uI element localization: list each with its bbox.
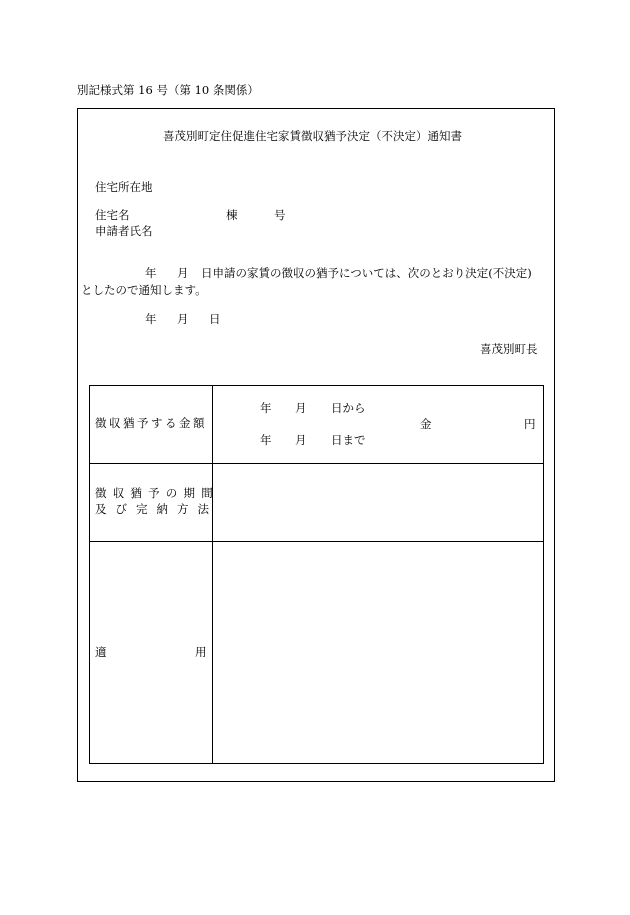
form-number: 別記様式第 16 号（第 10 条関係） bbox=[77, 83, 259, 97]
to-year: 年 bbox=[260, 433, 272, 447]
amount-label bbox=[95, 418, 207, 430]
date-day: 日 bbox=[209, 312, 221, 326]
body-month: 月 bbox=[177, 266, 189, 280]
to-month: 月 bbox=[295, 433, 307, 447]
date-month: 月 bbox=[177, 312, 189, 326]
body-line-1: 日申請の家賃の徴収の猶予については、次のとおり決定(不決定) bbox=[201, 266, 532, 280]
issuer: 喜茂別町長 bbox=[480, 342, 538, 356]
amount-kin: 金 bbox=[420, 417, 432, 431]
amount-yen: 円 bbox=[524, 417, 536, 431]
remarks-label-right: 用 bbox=[195, 645, 207, 659]
body-line-2: としたので通知します。 bbox=[81, 283, 207, 297]
document-title: 喜茂別町定住促進住宅家賃徴収猶予決定（不決定）通知書 bbox=[163, 129, 462, 143]
period-label-line-1: 徴収猶予の期間 bbox=[95, 486, 219, 500]
table-row-divider-1 bbox=[89, 463, 544, 464]
applicant-label: 申請者氏名 bbox=[95, 224, 153, 238]
address-label: 住宅所在地 bbox=[95, 180, 153, 194]
table-column-divider bbox=[212, 385, 213, 764]
period-label-line-2: 及び完納方法 bbox=[95, 502, 218, 516]
building-label: 棟 bbox=[226, 208, 238, 222]
from-day: 日から bbox=[331, 401, 366, 415]
from-year: 年 bbox=[260, 401, 272, 415]
to-day: 日まで bbox=[331, 433, 366, 447]
housing-name-label: 住宅名 bbox=[95, 208, 130, 222]
table-row-divider-2 bbox=[89, 541, 544, 542]
room-label: 号 bbox=[274, 208, 286, 222]
from-month: 月 bbox=[295, 401, 307, 415]
remarks-label-left: 適 bbox=[95, 645, 107, 659]
date-year: 年 bbox=[145, 312, 157, 326]
details-table bbox=[89, 385, 544, 764]
amount-label-text: 徴収猶予する金額 bbox=[95, 416, 207, 430]
body-year: 年 bbox=[145, 266, 157, 280]
